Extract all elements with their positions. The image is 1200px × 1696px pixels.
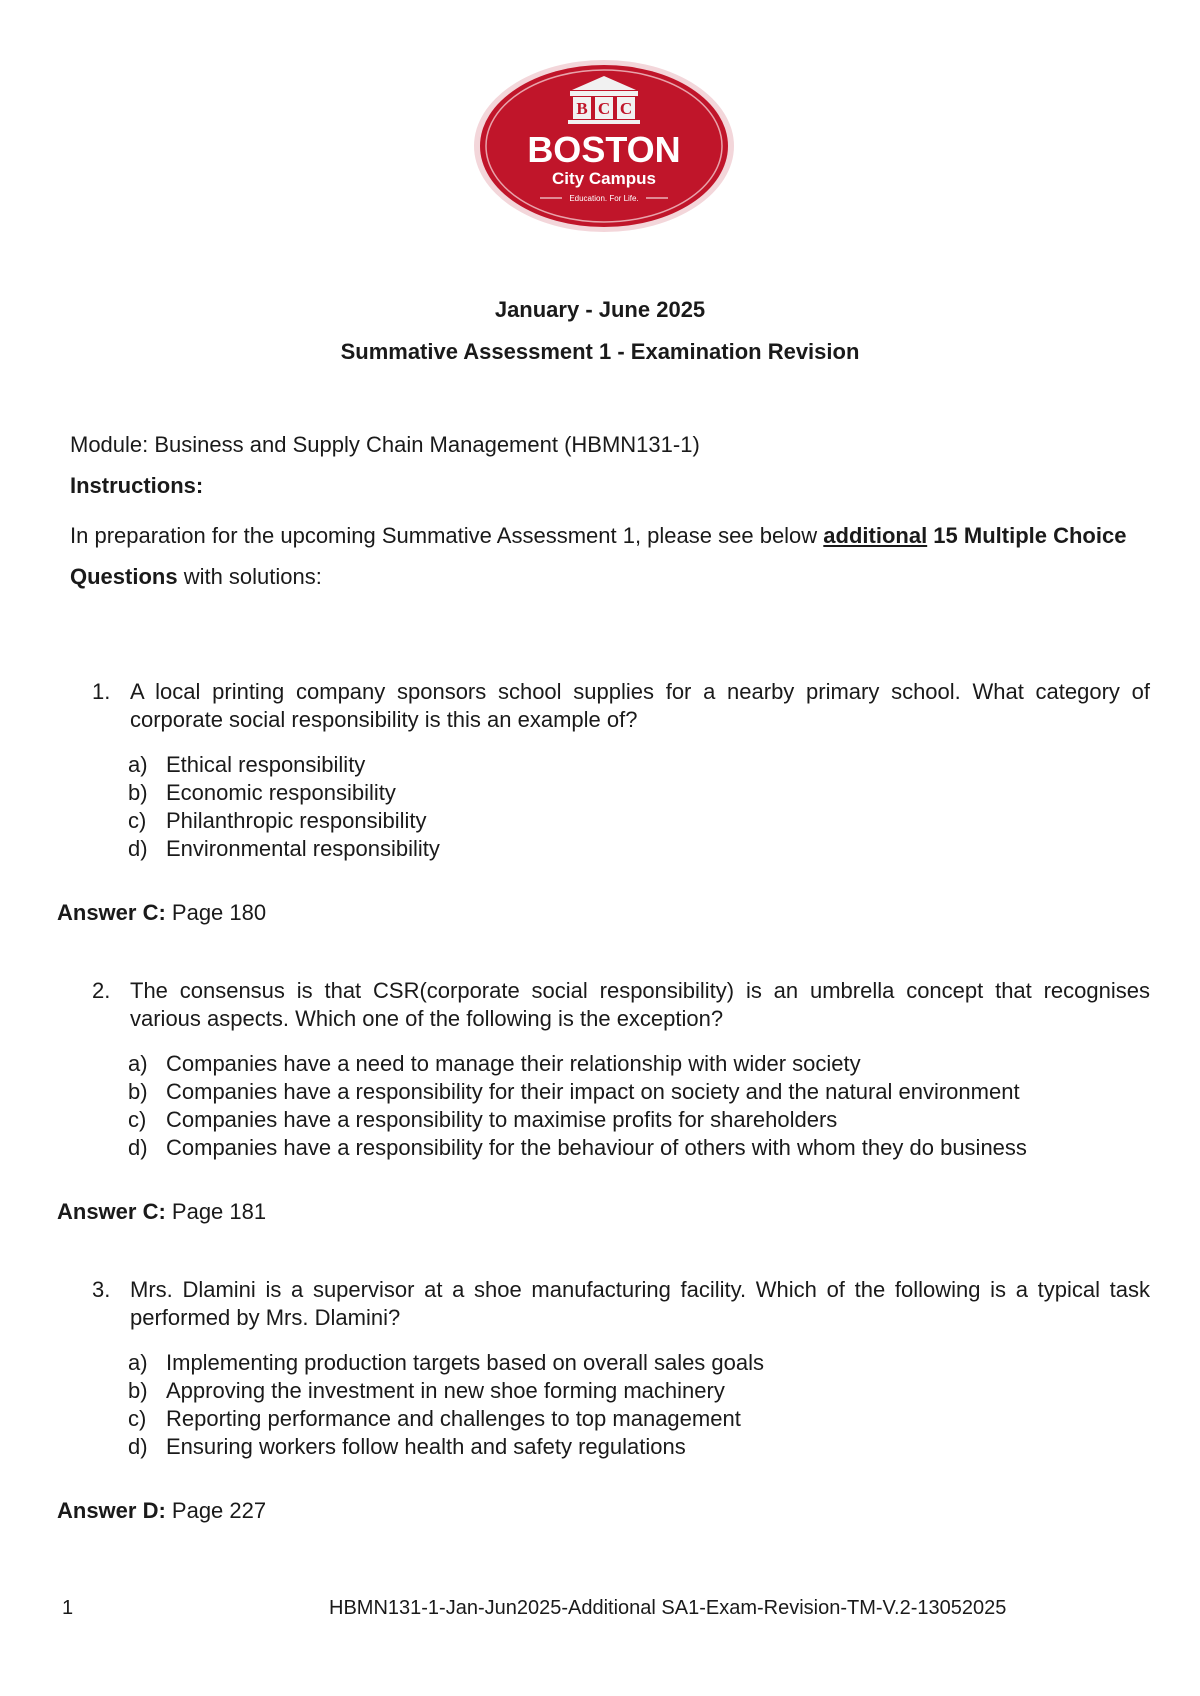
instructions-bold: 15 Multiple Choice Questions: [70, 523, 1127, 589]
option-letter: c): [128, 1107, 147, 1132]
instructions-label: Instructions:: [70, 473, 204, 498]
option-item: [128, 1405, 1150, 1433]
question-1: [92, 678, 1150, 863]
option-letter: a): [128, 1350, 148, 1375]
answer-2: [57, 1199, 266, 1225]
option-text: Companies have a responsibility for their impact on society and the natural environment: [166, 1079, 1020, 1104]
logo-subtitle: City Campus: [552, 169, 656, 188]
option-letter: a): [128, 752, 148, 777]
option-text: Philanthropic responsibility: [166, 808, 427, 833]
option-text: Approving the investment in new shoe forming machinery: [166, 1378, 725, 1403]
question-text: Mrs. Dlamini is a supervisor at a shoe manufacturing facility. Which of the following is a typical task performed by Mrs. Dlamini?: [130, 1277, 1150, 1330]
question-text: The consensus is that CSR(corporate social responsibility) is an umbrella concept that recognises various aspects. Which one of the following is the exception?: [130, 978, 1150, 1031]
instructions-text-before: In preparation for the upcoming Summative Assessment 1, please see below: [70, 523, 824, 548]
option-list: [128, 1050, 1150, 1162]
question-number: 1.: [92, 679, 111, 704]
option-letter: c): [128, 808, 147, 833]
question-text: A local printing company sponsors school supplies for a nearby primary school. What category of corporate social responsibility is this an example of?: [130, 679, 1150, 732]
option-item: [128, 751, 1150, 779]
logo-initial-2: C: [597, 99, 611, 118]
option-letter: a): [128, 1051, 148, 1076]
option-letter: c): [128, 1406, 147, 1431]
logo-tagline: Education. For Life.: [569, 194, 639, 203]
module-line: Module: Business and Supply Chain Management (HBMN131-1): [70, 432, 700, 457]
option-text: Reporting performance and challenges to top management: [166, 1406, 741, 1431]
instructions-text: [70, 515, 1150, 597]
option-item: [128, 1349, 1150, 1377]
boston-city-campus-logo: [472, 58, 736, 234]
option-letter: b): [128, 1378, 148, 1403]
option-text: Companies have a responsibility for the behaviour of others with whom they do business: [166, 1135, 1027, 1160]
option-item: [128, 1433, 1150, 1461]
question-3: [92, 1276, 1150, 1461]
option-letter: b): [128, 780, 148, 805]
answer-page: Page 227: [165, 1498, 267, 1523]
option-list: [128, 1349, 1150, 1461]
answer-1: [57, 900, 266, 926]
option-letter: b): [128, 1079, 148, 1104]
answer-label: Answer C:: [57, 900, 166, 925]
answer-label: Answer C:: [57, 1199, 166, 1224]
instructions-underlined: additional: [823, 523, 928, 548]
assessment-title: Summative Assessment 1 - Examination Revision: [340, 339, 860, 364]
answer-page: Page 180: [165, 900, 267, 925]
option-item: [128, 1134, 1150, 1162]
option-item: [128, 1050, 1150, 1078]
logo-name: BOSTON: [527, 129, 681, 170]
option-item: [128, 807, 1150, 835]
footer-document-code: HBMN131-1-Jan-Jun2025-Additional SA1-Exam-Revision-TM-V.2-13052025: [329, 1597, 1007, 1619]
option-item: [128, 1106, 1150, 1134]
option-item: [128, 1377, 1150, 1405]
question-number: 3.: [92, 1277, 111, 1302]
answer-page: Page 181: [165, 1199, 267, 1224]
question-number: 2.: [92, 978, 111, 1003]
answer-3: [57, 1498, 266, 1524]
instructions-text-after: with solutions:: [177, 564, 322, 589]
logo-initial-3: C: [619, 99, 633, 118]
option-letter: d): [128, 1135, 148, 1160]
option-item: [128, 835, 1150, 863]
term-heading: January - June 2025: [494, 297, 706, 322]
option-text: Ethical responsibility: [166, 752, 366, 777]
option-text: Ensuring workers follow health and safety regulations: [166, 1434, 686, 1459]
option-item: [128, 1078, 1150, 1106]
logo-initial-1: B: [576, 99, 588, 118]
logo-emblem: [472, 58, 736, 234]
option-text: Environmental responsibility: [166, 836, 440, 861]
option-text: Economic responsibility: [166, 780, 396, 805]
footer-page-number: 1: [62, 1597, 74, 1619]
option-item: [128, 779, 1150, 807]
question-2: [92, 977, 1150, 1162]
option-text: Implementing production targets based on overall sales goals: [166, 1350, 765, 1375]
option-text: Companies have a need to manage their relationship with wider society: [166, 1051, 861, 1076]
answer-label: Answer D:: [57, 1498, 166, 1523]
option-text: Companies have a responsibility to maximise profits for shareholders: [166, 1107, 838, 1132]
option-letter: d): [128, 1434, 148, 1459]
option-letter: d): [128, 836, 148, 861]
option-list: [128, 751, 1150, 863]
